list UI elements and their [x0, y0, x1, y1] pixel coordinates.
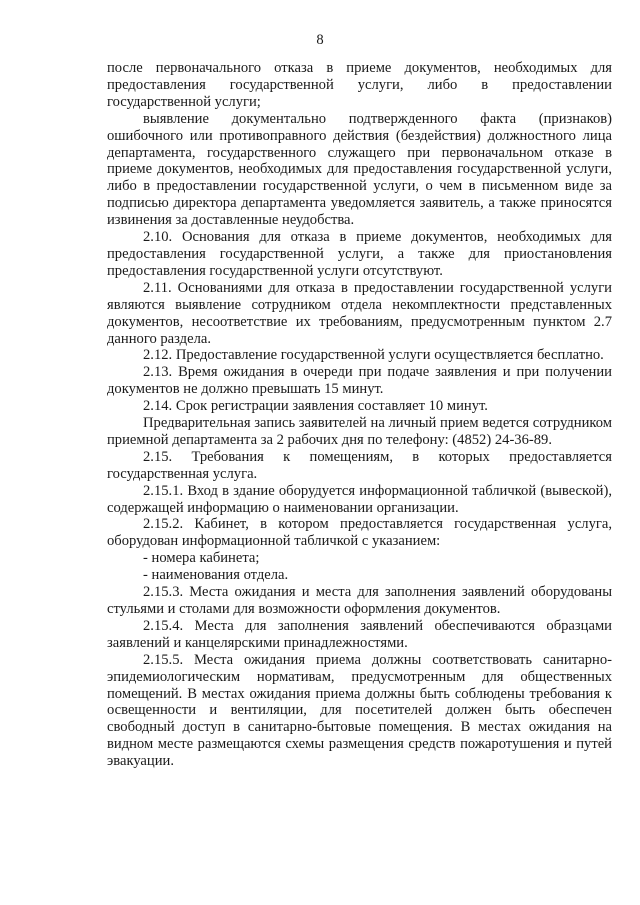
paragraph: 2.13. Время ожидания в очереди при подаче заявления и при получении документов не должно превышать 15 минут.: [107, 364, 612, 398]
paragraph: 2.15.3. Места ожидания и места для заполнения заявлений оборудованы стульями и столами для возможности оформления документов.: [107, 584, 612, 617]
paragraph: 2.15. Требования к помещениям, в которых предоставляется государственная услуга.: [107, 448, 612, 482]
paragraph: 2.15.4. Места для заполнения заявлений обеспечиваются образцами заявлений и канцелярскими принадлежностями.: [107, 617, 612, 651]
paragraph: 2.11. Основаниями для отказа в предоставлении государственной услуги являются выявление сотрудником отдела некомплектности представленных документов, несоответствие их требованиям, предусмотренным пунктом 2.7 данного раздела.: [107, 279, 612, 347]
page-number: 8: [316, 32, 324, 48]
paragraph: Предварительная запись заявителей на личный прием ведется сотрудником приемной департамента за 2 рабочих дня по телефону: (4852) 24-36-89.: [107, 415, 612, 448]
paragraph: 2.15.5. Места ожидания приема должны соответствовать санитарно-эпидемиологическим нормативам, предусмотренным для общественных помещений. В местах ожидания приема должны быть соблюдены требования к освещенности и вентиляции, для посетителей должен быть обеспечен свободный доступ в санитарно-бытовые помещения. В местах ожидания на видном месте размещаются схемы размещения средств пожаротушения и путей эвакуации.: [107, 651, 612, 770]
paragraph: выявление документально подтвержденного факта (признаков) ошибочного или противоправного действия (бездействия) должностного лица департамента, государственного служащего при первоначальном отказе в приеме документов, необходимых для предоставления государственной услуги, либо в предоставлении государственной услуги, о чем в письменном виде за подписью директора департамента уведомляется заявитель, а также приносятся извинения за доставленные неудобства.: [107, 110, 612, 229]
paragraph: 2.15.2. Кабинет, в котором предоставляется государственная услуга, оборудован информационной табличкой с указанием:: [107, 516, 612, 550]
paragraph: 2.10. Основания для отказа в приеме документов, необходимых для предоставления государственной услуги, а также для приостановления предоставления государственной услуги отсутствуют.: [107, 229, 612, 279]
paragraph: 2.12. Предоставление государственной услуги осуществляется бесплатно.: [143, 347, 604, 364]
paragraph: 2.15.1. Вход в здание оборудуется информационной табличкой (вывеской), содержащей информацию о наименовании организации.: [107, 482, 612, 516]
document-body: [107, 60, 612, 770]
list-item: - номера кабинета;: [143, 550, 260, 567]
paragraph: 2.14. Срок регистрации заявления составляет 10 минут.: [143, 398, 488, 415]
paragraph: после первоначального отказа в приеме документов, необходимых для предоставления государственной услуги, либо в предоставлении государственной услуги;: [107, 60, 612, 110]
list-item: - наименования отдела.: [143, 567, 289, 584]
